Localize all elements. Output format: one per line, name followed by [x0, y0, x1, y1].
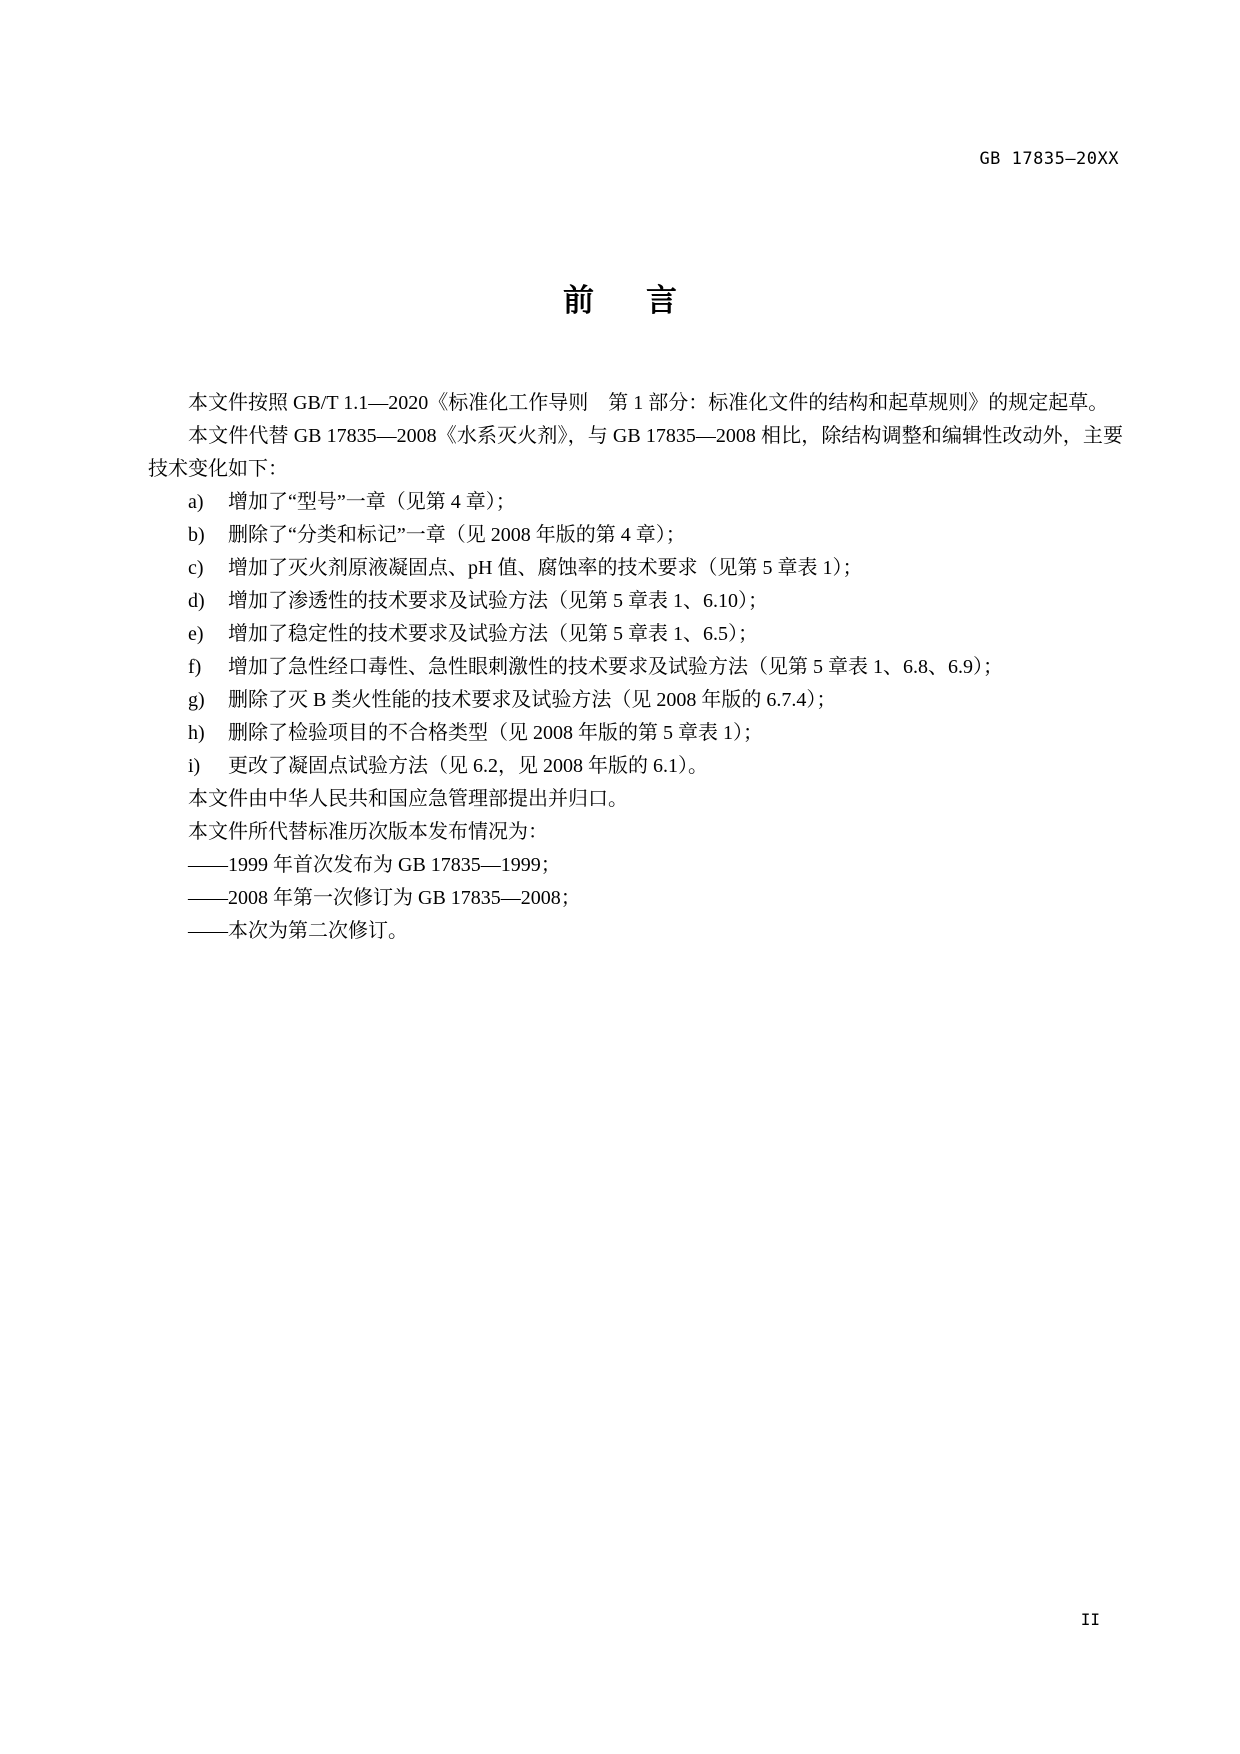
list-marker: f): [188, 656, 202, 678]
document-code: GB 17835—20XX: [979, 149, 1119, 169]
list-marker: e): [188, 623, 204, 645]
history-list: [148, 849, 1123, 948]
list-item: [148, 651, 1123, 684]
list-item-text: 增加了灭火剂原液凝固点、pH 值、腐蚀率的技术要求（见第 5 章表 1）；: [228, 557, 863, 579]
list-item: [148, 486, 1123, 519]
list-item-text: 增加了稳定性的技术要求及试验方法（见第 5 章表 1、6.5）；: [228, 623, 758, 645]
history-item: ——本次为第二次修订。: [188, 920, 408, 942]
paragraph-drafting-rules: 本文件按照 GB/T 1.1—2020《标准化工作导则 第 1 部分：标准化文件的结构和起草规则》的规定起草。: [188, 392, 1109, 414]
list-item: [148, 684, 1123, 717]
list-marker: d): [188, 590, 205, 612]
list-item-text: 增加了急性经口毒性、急性眼刺激性的技术要求及试验方法（见第 5 章表 1、6.8、6.9）；: [228, 656, 1003, 678]
list-item: [148, 618, 1123, 651]
history-item: ——2008 年第一次修订为 GB 17835—2008；: [188, 887, 581, 909]
list-item: [148, 585, 1123, 618]
list-marker: c): [188, 557, 204, 579]
list-marker: b): [188, 524, 205, 546]
list-item-text: 增加了渗透性的技术要求及试验方法（见第 5 章表 1、6.10）；: [228, 590, 768, 612]
list-item-text: 更改了凝固点试验方法（见 6.2，见 2008 年版的 6.1）。: [228, 755, 708, 777]
list-item-text: 删除了“分类和标记”一章（见 2008 年版的第 4 章）；: [228, 524, 686, 546]
list-item-text: 删除了灭 B 类火性能的技术要求及试验方法（见 2008 年版的 6.7.4）；: [228, 689, 837, 711]
list-item: [148, 750, 1123, 783]
list-marker: i): [188, 755, 201, 777]
paragraph-replacement: 本文件代替 GB 17835—2008《水系灭火剂》，与 GB 17835—2008 相比，除结构调整和编辑性改动外，主要技术变化如下：: [148, 425, 1123, 480]
paragraph-proposer: 本文件由中华人民共和国应急管理部提出并归口。: [188, 788, 628, 810]
list-marker: h): [188, 722, 205, 744]
list-item-text: 增加了“型号”一章（见第 4 章）；: [228, 491, 516, 513]
list-marker: a): [188, 491, 204, 513]
list-item: [148, 552, 1123, 585]
page-number: II: [1080, 1610, 1100, 1629]
list-item: [148, 519, 1123, 552]
page-title: 前言: [563, 283, 729, 319]
foreword-body: [148, 387, 1123, 948]
changes-list: [148, 486, 1123, 783]
history-item: ——1999 年首次发布为 GB 17835—1999；: [188, 854, 561, 876]
list-item-text: 删除了检验项目的不合格类型（见 2008 年版的第 5 章表 1）；: [228, 722, 763, 744]
paragraph-history-intro: 本文件所代替标准历次版本发布情况为：: [188, 821, 548, 843]
list-marker: g): [188, 689, 205, 711]
list-item: [148, 717, 1123, 750]
